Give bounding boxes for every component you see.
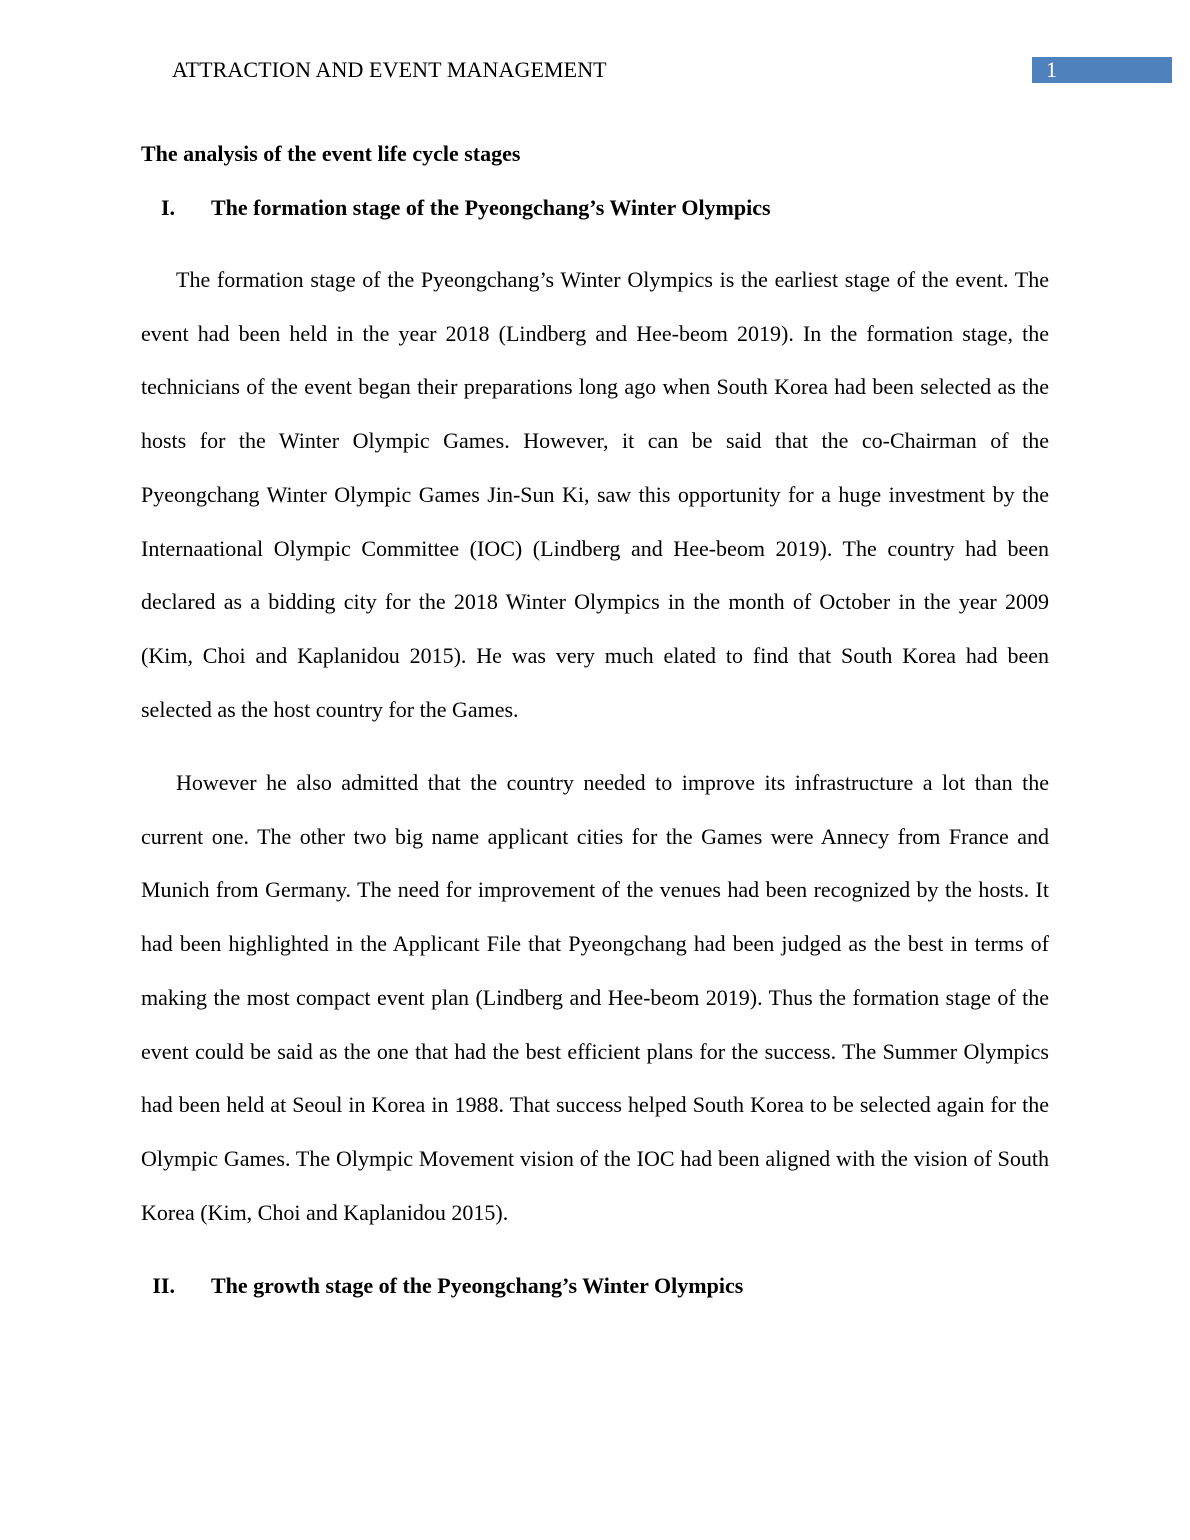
- section-numeral: I.: [160, 195, 175, 220]
- document-title: The analysis of the event life cycle stages: [141, 141, 521, 166]
- section-heading-formation: [141, 194, 1041, 222]
- body-paragraph: However he also admitted that the country needed to improve its infrastructure a lot than the current one. The other two big name applicant cities for the Games were Annecy from France and Munich from Germany. The need for improvement of the venues had been recognized by the hosts. It had been highlighted in the Applicant File that Pyeongchang had been judged as the best in terms of making the most compact event plan (Lindberg and Hee-beom 2019). Thus the formation stage of the event could be said as the one that had the best efficient plans for the success. The Summer Olympics had been held at Seoul in Korea in 1988. That success helped South Korea to be selected again for the Olympic Games. The Olympic Movement vision of the IOC had been aligned with the vision of South Korea (Kim, Choi and Kaplanidou 2015).: [141, 770, 1049, 1225]
- section-heading-growth: [141, 1272, 1041, 1300]
- page-number: 1: [1046, 57, 1057, 82]
- section-heading-text: The formation stage of the Pyeongchang’s Winter Olympics: [211, 195, 771, 220]
- running-header-title: ATTRACTION AND EVENT MANAGEMENT: [172, 57, 607, 82]
- page-number-badge: [1032, 57, 1172, 83]
- section-numeral: II.: [152, 1273, 175, 1298]
- section-heading-text: The growth stage of the Pyeongchang’s Winter Olympics: [211, 1273, 744, 1298]
- body-paragraph: The formation stage of the Pyeongchang’s Winter Olympics is the earliest stage of the event. The event had been held in the year 2018 (Lindberg and Hee-beom 2019). In the formation stage, the technicians of the event began their preparations long ago when South Korea had been selected as the hosts for the Winter Olympic Games. However, it can be said that the co-Chairman of the Pyeongchang Winter Olympic Games Jin-Sun Ki, saw this opportunity for a huge investment by the Internaational Olympic Committee (IOC) (Lindberg and Hee-beom 2019). The country had been declared as a bidding city for the 2018 Winter Olympics in the month of October in the year 2009 (Kim, Choi and Kaplanidou 2015). He was very much elated to find that South Korea had been selected as the host country for the Games.: [141, 267, 1049, 722]
